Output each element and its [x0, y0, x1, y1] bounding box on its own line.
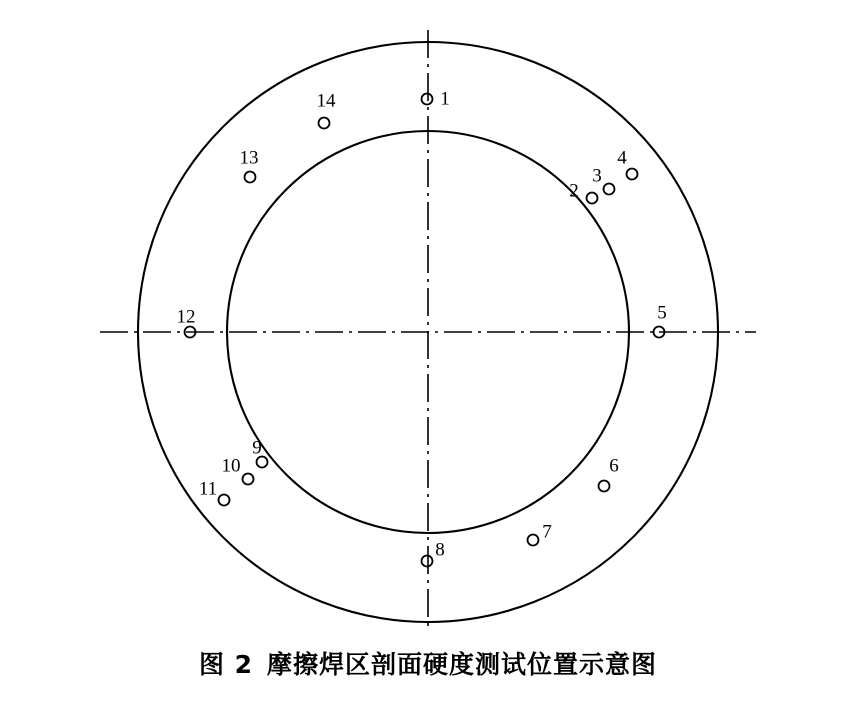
test-point-label: 14	[316, 90, 336, 112]
test-point-marker	[627, 169, 638, 180]
test-point-label: 12	[176, 306, 196, 328]
test-point-label: 9	[252, 437, 262, 459]
test-point-marker	[319, 118, 330, 129]
test-point-marker	[528, 535, 539, 546]
test-point-label: 1	[440, 88, 450, 110]
test-point-marker	[245, 172, 256, 183]
test-point-marker	[243, 474, 254, 485]
test-point-label: 7	[542, 521, 552, 543]
test-point-label: 3	[592, 165, 602, 187]
test-point-marker	[587, 193, 598, 204]
test-point-marker	[219, 495, 230, 506]
test-point-marker	[604, 184, 615, 195]
figure-caption	[0, 645, 856, 681]
test-point-marker	[422, 556, 433, 567]
test-point-label: 6	[609, 455, 619, 477]
test-point-marker	[422, 94, 433, 105]
test-point-label: 13	[239, 147, 259, 169]
test-point-label: 5	[657, 302, 667, 324]
test-point-label: 2	[569, 180, 579, 202]
test-point-label: 4	[617, 147, 627, 169]
test-point-marker	[599, 481, 610, 492]
test-point-label: 8	[435, 539, 445, 561]
test-point-label: 10	[221, 455, 241, 477]
centerlines	[100, 30, 756, 626]
test-point-label: 11	[198, 478, 218, 500]
figure-caption-number: 图 2	[198, 650, 254, 679]
figure-caption-text: 摩擦焊区剖面硬度测试位置示意图	[267, 650, 658, 679]
